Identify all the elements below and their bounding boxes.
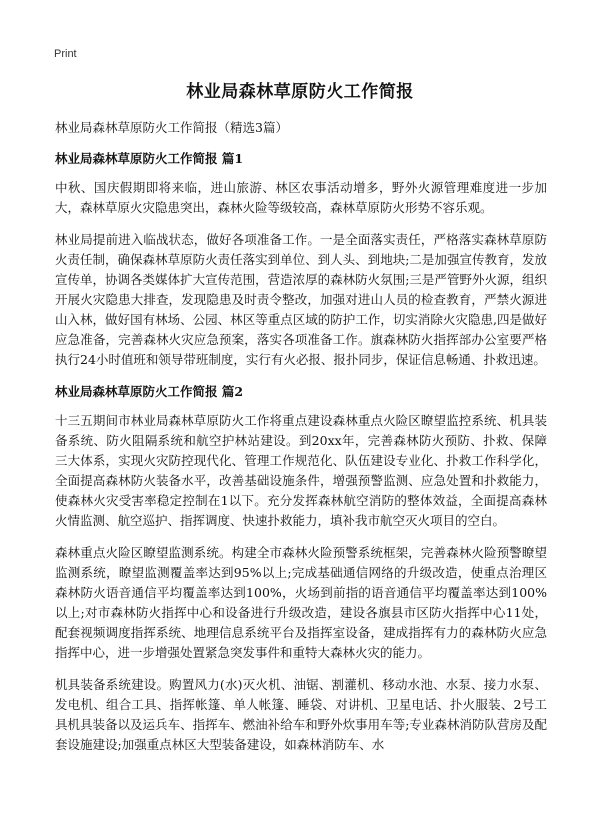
paragraph: 十三五期间市林业局森林草原防火工作将重点建设森林重点火险区瞭望监控系统、机具装备系统、防火阻隔系统和航空护林站建设。到20xx年，完善森林防火预防、扑救、保障三大体系，实现火灾防控现代化、管理工作规范化、队伍建设专业化、扑救工作科学化，全面提高森林防火装备水平，改善基础设施条件，增强预警监测、应急处置和扑救能力，使森林火灾受害率稳定控制在1以下。充分发挥森林航空消防的整体效益，全面提高森林火情监测、航空巡护、指挥调度、快速扑救能力，填补我市航空灭火项目的空白。 [55, 413, 547, 528]
paragraph: 中秋、国庆假期即将来临，进山旅游、林区农事活动增多，野外火源管理难度进一步加大，森林草原火灾隐患突出，森林火险等级较高，森林草原防火形势不容乐观。 [55, 180, 547, 215]
section-2 [55, 382, 547, 755]
document-body [55, 118, 547, 767]
section-heading: 林业局森林草原防火工作简报 篇2 [55, 384, 244, 399]
section-heading: 林业局森林草原防火工作简报 篇1 [55, 151, 244, 166]
document-title: 林业局森林草原防火工作简报 [186, 82, 414, 102]
paragraph: 机具装备系统建设。购置风力(水)灭火机、油锯、割灌机、移动水池、水泵、接力水泵、发电机、组合工具、指挥帐篷、单人帐篷、睡袋、对讲机、卫星电话、扑火服装、2号工具机具装备以及运兵车、指挥车、燃油补给车和野外炊事用车等;专业森林消防队营房及配套设施建设;加强重点林区大型装备建设，如森林消防车、水 [55, 677, 547, 752]
print-label[interactable]: Print [54, 48, 77, 60]
paragraph: 林业局提前进入临战状态，做好各项准备工作。一是全面落实责任，严格落实森林草原防火责任制，确保森林草原防火责任落实到单位、到人头、到地块;二是加强宣传教育，发放宣传单，协调各类媒体扩大宣传范围，营造浓厚的森林防火氛围;三是严管野外火源，组织开展火灾隐患大排查，发现隐患及时责令整改，加强对进山人员的检查教育，严禁火源进山入林，做好国有林场、公园、林区等重点区域的防护工作，切实消除火灾隐患,四是做好应急准备，完善森林火灾应急预案，落实各项准备工作。旗森林防火指挥部办公室要严格执行24小时值班和领导带班制度，实行有火必报、报扑同步，保证信息畅通、扑救迅速。 [55, 232, 547, 367]
document-subtitle: 林业局森林草原防火工作简报（精选3篇） [55, 120, 288, 135]
section-1 [55, 149, 547, 370]
paragraph: 森林重点火险区瞭望监测系统。构建全市森林火险预警系统框架，完善森林火险预警瞭望监测系统，瞭望监测覆盖率达到95%以上;完成基础通信网络的升级改造，使重点治理区森林防火语音通信平均覆盖率达到100%，火场到前指的语音通信平均覆盖率达到100%以上;对市森林防火指挥中心和设备进行升级改造，建设各旗县市区防火指挥中心11处，配套视频调度指挥系统、地理信息系统平台及指挥室设备，建成指挥有力的森林防火应急指挥中心，进一步增强处置紧急突发事件和重特大森林火灾的能力。 [55, 545, 547, 660]
